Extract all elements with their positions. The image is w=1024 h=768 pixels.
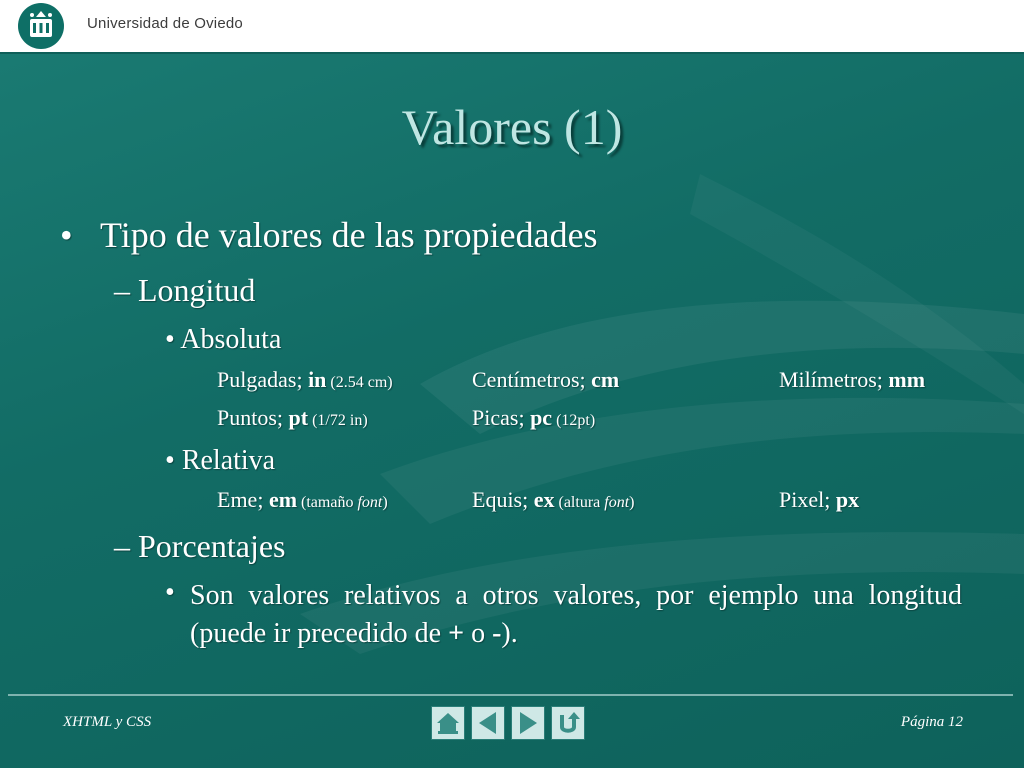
bullet1-text: Tipo de valores de las propiedades (100, 215, 598, 255)
dash-icon: – (114, 528, 130, 564)
para-text: ). (501, 618, 518, 649)
abs-row1-col1 (217, 367, 393, 393)
para-text: o (464, 618, 493, 649)
abs-row2-col2 (472, 405, 595, 431)
minus-sign: - (492, 618, 502, 649)
unit-abbr: mm (888, 367, 926, 392)
unit-abbr: em (268, 487, 298, 512)
unit-label: Picas; (472, 405, 531, 430)
unit-label: Pixel; (779, 487, 836, 512)
bullet-icon: • (165, 445, 175, 476)
porcentajes-text: Porcentajes (138, 528, 286, 564)
abs-row1-col3 (779, 367, 925, 393)
relativa-text: Relativa (181, 445, 276, 476)
bullet-icon: • (60, 215, 73, 255)
porcentajes-description (190, 577, 962, 653)
absoluta-text: Absoluta (180, 324, 282, 355)
unit-abbr: in (308, 367, 327, 392)
item-longitud (114, 272, 255, 309)
bullet-icon: • (165, 324, 175, 355)
unit-label: Equis; (472, 487, 534, 512)
unit-note-italic: font (357, 494, 383, 511)
unit-abbr: pc (530, 405, 553, 430)
unit-note: (1/72 in) (308, 412, 368, 429)
footer-page-number: Página 12 (900, 714, 963, 730)
rel-row-col2 (472, 487, 634, 513)
para-text: Son valores relativos a otros valores, por ejemplo una longitud (puede ir precedido de (190, 580, 962, 649)
header-bar (0, 0, 1024, 54)
next-arrow-icon[interactable] (511, 706, 545, 740)
slide-title: Valores (1) (401, 99, 623, 155)
unit-label: Centímetros; (472, 367, 592, 392)
rel-row-col3 (779, 487, 859, 513)
return-icon[interactable] (551, 706, 585, 740)
unit-note: (tamaño (297, 494, 358, 511)
slide-area (0, 54, 1024, 768)
item-absoluta (165, 324, 281, 356)
unit-label: Eme; (217, 487, 269, 512)
dash-icon: – (114, 272, 130, 308)
unit-label: Pulgadas; (217, 367, 309, 392)
abs-row1-col2 (472, 367, 619, 393)
footer-divider (8, 694, 1013, 696)
university-crest-icon (18, 3, 64, 49)
footer-course: XHTML y CSS (63, 714, 152, 730)
unit-label: Puntos; (217, 405, 289, 430)
unit-note-italic: font (604, 494, 630, 511)
unit-abbr: cm (591, 367, 620, 392)
longitud-text: Longitud (138, 272, 256, 308)
university-name: Universidad de Oviedo (87, 15, 243, 32)
unit-note: ) (382, 494, 388, 511)
bullet-icon: • (165, 577, 175, 608)
prev-arrow-icon[interactable] (471, 706, 505, 740)
slide-content (0, 54, 1024, 768)
unit-abbr: ex (533, 487, 555, 512)
unit-abbr: px (835, 487, 860, 512)
item-porcentajes (114, 528, 286, 565)
abs-row2-col1 (217, 405, 368, 431)
unit-abbr: pt (288, 405, 309, 430)
unit-note: ) (629, 494, 635, 511)
rel-row-col1 (217, 487, 388, 513)
home-icon[interactable] (431, 706, 465, 740)
unit-label: Milímetros; (779, 367, 889, 392)
unit-note: (2.54 cm) (326, 374, 393, 391)
plus-sign: + (448, 618, 465, 649)
unit-note: (12pt) (552, 412, 596, 429)
item-relativa (165, 445, 275, 477)
unit-note: (altura (554, 494, 605, 511)
